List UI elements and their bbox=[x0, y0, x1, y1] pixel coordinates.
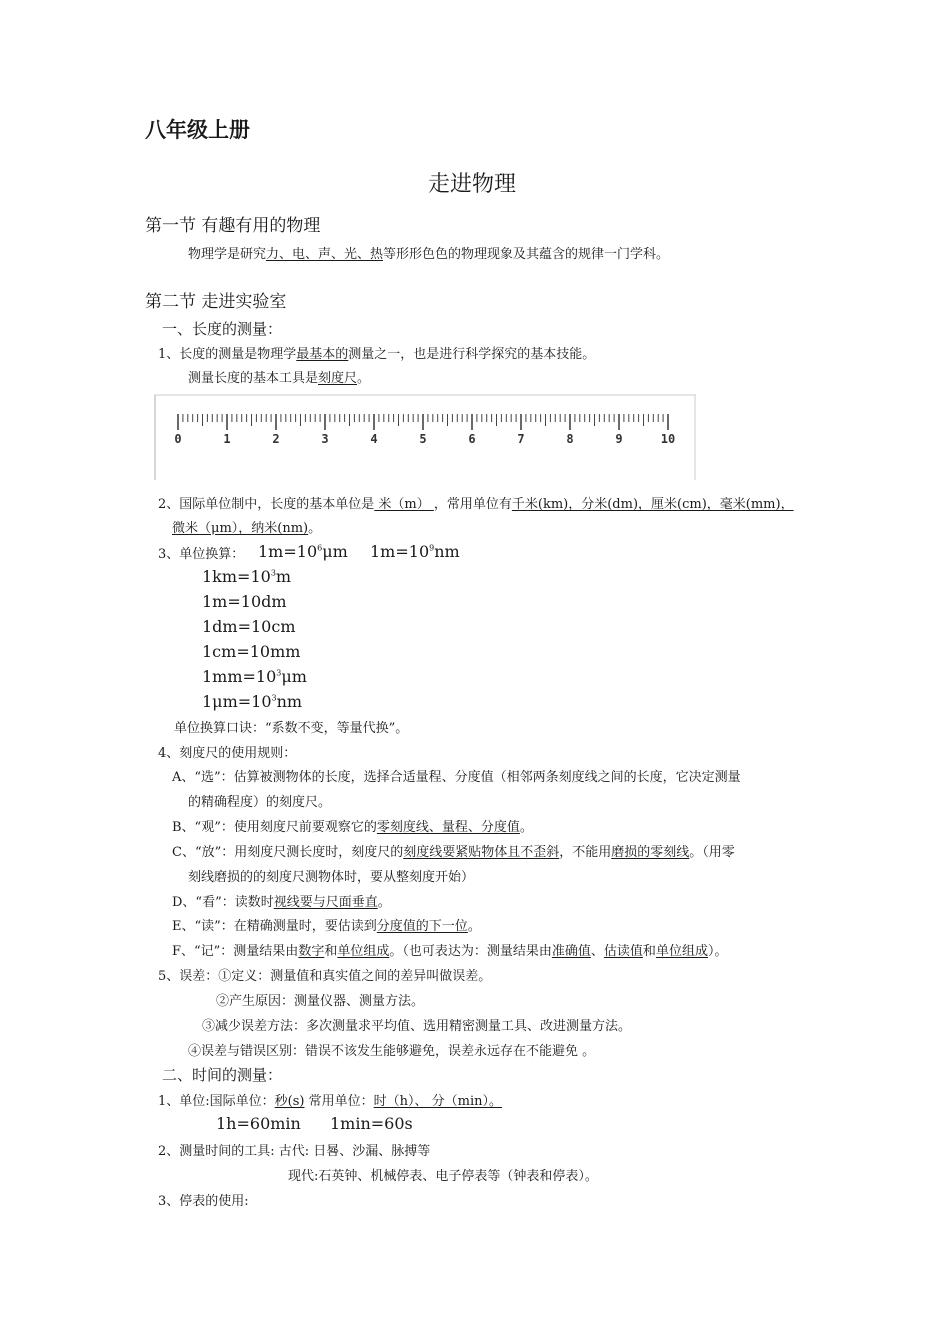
rule-a-line1: A、“选”：估算被测物体的长度，选择合适量程、分度值（相邻两条刻度线之间的长度，它决定测量 bbox=[172, 770, 741, 785]
conv-m-um: $1m=10^6\mu m$ bbox=[258, 542, 348, 561]
rule-c-line2: 刻线磨损的的刻度尺测物体时，要从整刻度开始） bbox=[188, 870, 475, 885]
ruler-label: 10 bbox=[660, 432, 676, 446]
rule-a-line2: 的精确程度）的刻度尺。 bbox=[188, 795, 332, 810]
conv-um-nm: $1\mu m=10^3nm$ bbox=[202, 692, 303, 711]
section2-title: 第二节 走进实验室 bbox=[145, 292, 287, 312]
ruler-label: 0 bbox=[174, 432, 182, 446]
ruler-label: 9 bbox=[615, 432, 623, 446]
time-heading: 二、时间的测量： bbox=[162, 1066, 283, 1084]
grade-title: 八年级上册 bbox=[145, 118, 250, 142]
rule-d: D、“看”：读数时视线要与尺面垂直。 bbox=[172, 895, 391, 910]
length-item3-label: 3、单位换算： bbox=[158, 547, 245, 562]
ruler-label: 1 bbox=[223, 432, 231, 446]
error-reduce: ③减少误差方法：多次测量求平均值、选用精密测量工具、改进测量方法。 bbox=[202, 1019, 632, 1034]
ruler-image bbox=[154, 394, 696, 480]
ruler-label: 6 bbox=[468, 432, 476, 446]
conv-mm-um: $1mm=10^3\mu m$ bbox=[202, 667, 307, 686]
rule-c-line1: C、“放”：用刻度尺测长度时，刻度尺的刻度线要紧贴物体且不歪斜，不能用磨损的零刻线。（用零 bbox=[172, 845, 735, 860]
conversion-mnemonic: 单位换算口诀：“系数不变，等量代换”。 bbox=[174, 721, 409, 736]
conv-km: $1km=10^3m$ bbox=[202, 567, 292, 586]
time-tools-modern: 现代:石英钟、机械停表、电子停表等（钟表和停表）。 bbox=[288, 1169, 598, 1184]
time-tools-ancient: 2、测量时间的工具: 古代: 日晷、沙漏、脉搏等 bbox=[158, 1144, 431, 1159]
ruler-label: 3 bbox=[321, 432, 329, 446]
length-tool: 测量长度的基本工具是刻度尺。 bbox=[188, 371, 371, 386]
error-vs-mistake: ④误差与错误区别：错误不该发生能够避免，误差永远存在不能避免 。 bbox=[188, 1044, 596, 1059]
conv-cm: 1dm=10cm bbox=[202, 617, 296, 636]
rule-e: E、“读”：在精确测量时，要估读到分度值的下一位。 bbox=[172, 919, 481, 934]
error-definition: 5、误差：①定义：测量值和真实值之间的差异叫做误差。 bbox=[158, 969, 492, 984]
ruler-label: 7 bbox=[517, 432, 525, 446]
length-item2: 2、国际单位制中，长度的基本单位是 米（m） ，常用单位有千米(km)，分米(dm)，厘米(cm)，毫米(mm)， bbox=[158, 497, 794, 512]
ruler-label: 2 bbox=[272, 432, 280, 446]
stopwatch-usage: 3、停表的使用: bbox=[158, 1194, 249, 1209]
time-units: 1、单位:国际单位：秒(s) 常用单位：时（h）、 分（min）。 bbox=[158, 1094, 502, 1109]
conv-dm: 1m=10dm bbox=[202, 592, 287, 611]
length-item1: 1、长度的测量是物理学最基本的测量之一，也是进行科学探究的基本技能。 bbox=[158, 347, 596, 362]
length-item4: 4、刻度尺的使用规则： bbox=[158, 746, 297, 761]
conv-mm: 1cm=10mm bbox=[202, 642, 301, 661]
error-cause: ②产生原因：测量仪器、测量方法。 bbox=[216, 994, 425, 1009]
section1-title: 第一节 有趣有用的物理 bbox=[145, 216, 321, 236]
rule-b: B、“观”：使用刻度尺前要观察它的零刻度线、量程、分度值。 bbox=[172, 820, 533, 835]
forces-underline: 力、电、声、光、热 bbox=[266, 247, 384, 262]
section1-paragraph: 物理学是研究力、电、声、光、热等形形色色的物理现象及其蕴含的规律一门学科。 bbox=[188, 247, 670, 262]
ruler-label: 8 bbox=[566, 432, 574, 446]
rule-f: F、“记”：测量结果由数字和单位组成。（也可表达为：测量结果由准确值、估读值和单位组成）。 bbox=[172, 944, 728, 959]
conv-hour: 1h=60min bbox=[216, 1114, 301, 1133]
length-heading: 一、长度的测量： bbox=[162, 320, 283, 338]
ruler-label: 4 bbox=[370, 432, 378, 446]
conv-m-nm: $1m=10^9nm$ bbox=[370, 542, 460, 561]
length-item2-line2: 微米（μm），纳米(nm)。 bbox=[172, 521, 322, 536]
chapter-title: 走进物理 bbox=[428, 172, 517, 197]
ruler-label: 5 bbox=[419, 432, 427, 446]
conv-minute: 1min=60s bbox=[330, 1114, 413, 1133]
